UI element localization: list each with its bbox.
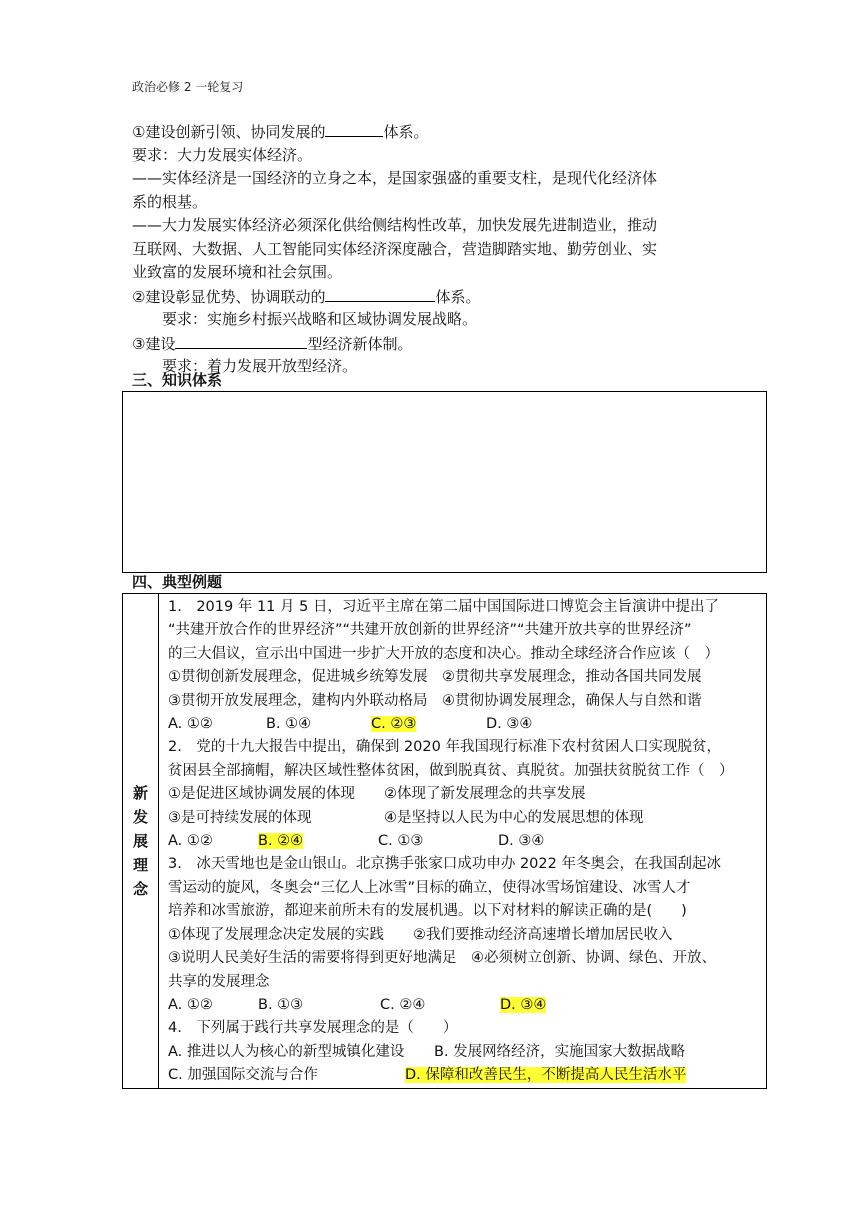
- fill-blank-2: [325, 285, 435, 302]
- q2-option-b-answer[interactable]: B. ②④: [258, 833, 304, 850]
- side-char: 展: [132, 831, 148, 850]
- examples-table: [122, 593, 767, 1089]
- q1-line: ③贯彻开放发展理念，建构内外联动格局 ④贯彻协调发展理念，确保人与自然和谐: [168, 692, 702, 709]
- q4-option-b[interactable]: B. 发展网络经济，实施国家大数据战略: [434, 1043, 686, 1060]
- question-2: [168, 736, 760, 853]
- intro-line-3: ——实体经济是一国经济的立身之本，是国家强盛的重要支柱，是现代化经济体: [132, 169, 658, 187]
- q1-line: “共建开放合作的世界经济”“共建开放创新的世界经济”“共建开放共享的世界经济”: [168, 622, 692, 639]
- q1-line: 的三大倡议，宣示出中国进一步扩大开放的态度和决心。推动全球经济合作应该（ ）: [168, 645, 719, 662]
- q2-option-d[interactable]: D. ③④: [498, 833, 545, 850]
- q4-option-c[interactable]: C. 加强国际交流与合作: [168, 1067, 318, 1084]
- q2-option-a[interactable]: A. ①②: [168, 833, 213, 850]
- section-3-title: 三、知识体系: [132, 371, 223, 389]
- side-char: 念: [132, 879, 148, 898]
- q3-line: 培养和冰雪旅游，都迎来前所未有的发展机遇。以下对材料的解读正确的是( ): [168, 903, 687, 920]
- side-char: 理: [132, 855, 148, 874]
- q2-line: ③是可持续发展的体现 ④是坚持以人民为中心的发展思想的体现: [168, 809, 644, 826]
- q3-options: [168, 994, 760, 1017]
- questions-cell: [159, 594, 767, 1089]
- q3-line: 3. 冰天雪地也是金山银山。北京携手张家口成功申办 2022 年冬奥会，在我国刮起冰: [168, 856, 721, 873]
- intro-line-1: ①建设创新引领、协同发展的 体系。: [132, 120, 428, 145]
- side-char: 发: [132, 807, 148, 826]
- q1-option-b[interactable]: B. ①④: [266, 716, 312, 733]
- intro-line-6: 互联网、大数据、人工智能同实体经济深度融合，营造脚踏实地、勤劳创业、实: [132, 240, 658, 258]
- section-4-title: 四、典型例题: [132, 573, 223, 591]
- q3-option-c[interactable]: C. ②④: [380, 996, 426, 1013]
- question-4: [168, 1017, 760, 1087]
- q1-option-c-answer[interactable]: C. ②③: [371, 716, 417, 733]
- page-header: 政治必修 2 一轮复习: [132, 80, 244, 94]
- question-3: [168, 853, 760, 1017]
- fill-blank-1: [325, 120, 383, 137]
- knowledge-system-box[interactable]: [122, 391, 767, 573]
- intro-line-2: 要求：大力发展实体经济。: [132, 146, 313, 164]
- q1-option-d[interactable]: D. ③④: [486, 716, 533, 733]
- q2-line: 2. 党的十九大报告中提出，确保到 2020 年我国现行标准下农村贫困人口实现脱贫，: [168, 739, 721, 756]
- q2-option-c[interactable]: C. ①③: [378, 833, 424, 850]
- intro-line-10: ③建设 型经济新体制。: [132, 332, 412, 357]
- q4-line: 4. 下列属于践行共享发展理念的是（ ）: [168, 1020, 458, 1037]
- q3-line: ①体现了发展理念决定发展的实践 ②我们要推动经济高速增长增加居民收入: [168, 926, 673, 943]
- q3-option-b[interactable]: B. ①③: [258, 996, 304, 1013]
- q4-option-a[interactable]: A. 推进以人为核心的新型城镇化建设: [168, 1043, 405, 1060]
- q2-line: 贫困县全部摘帽，解决区域性整体贫困，做到脱真贫、真脱贫。加强扶贫脱贫工作（ ）: [168, 762, 734, 779]
- intro-line-8: ②建设彰显优势、协调联动的 体系。: [132, 285, 480, 310]
- q3-line: ③说明人民美好生活的需要将得到更好地满足 ④必须树立创新、协调、绿色、开放、: [168, 950, 716, 967]
- intro-line-4: 系的根基。: [132, 193, 208, 211]
- q3-option-d-answer[interactable]: D. ③④: [500, 996, 547, 1013]
- q4-option-d-answer[interactable]: D. 保障和改善民生，不断提高人民生活水平: [405, 1067, 687, 1084]
- fill-blank-3: [175, 332, 307, 349]
- q4-options-row-2: [168, 1064, 760, 1087]
- q1-options: [168, 713, 760, 736]
- q1-line: ①贯彻创新发展理念，促进城乡统筹发展 ②贯彻共享发展理念，推动各国共同发展: [168, 669, 702, 686]
- intro-line-11: 要求：着力发展开放型经济。: [162, 357, 358, 375]
- q2-options: [168, 830, 760, 853]
- q3-line: 雪运动的旋风，冬奥会“三亿人上冰雪”目标的确立，使得冰雪场馆建设、冰雪人才: [168, 879, 691, 896]
- q3-line: 共享的发展理念: [168, 973, 270, 990]
- q1-line: 1. 2019 年 11 月 5 日，习近平主席在第二届中国国际进口博览会主旨演讲中提出了: [168, 599, 719, 615]
- side-label: [123, 594, 159, 1089]
- intro-line-7: 业致富的发展环境和社会氛围。: [132, 263, 343, 281]
- intro-line-5: ——大力发展实体经济必须深化供给侧结构性改革，加快发展先进制造业，推动: [132, 216, 658, 234]
- q4-options-row-1: [168, 1041, 760, 1064]
- intro-line-9: 要求：实施乡村振兴战略和区域协调发展战略。: [162, 310, 478, 328]
- q3-option-a[interactable]: A. ①②: [168, 996, 213, 1013]
- side-char: 新: [132, 783, 148, 802]
- q1-option-a[interactable]: A. ①②: [168, 716, 213, 733]
- q2-line: ①是促进区域协调发展的体现 ②体现了新发展理念的共享发展: [168, 786, 586, 803]
- question-1: [168, 596, 760, 736]
